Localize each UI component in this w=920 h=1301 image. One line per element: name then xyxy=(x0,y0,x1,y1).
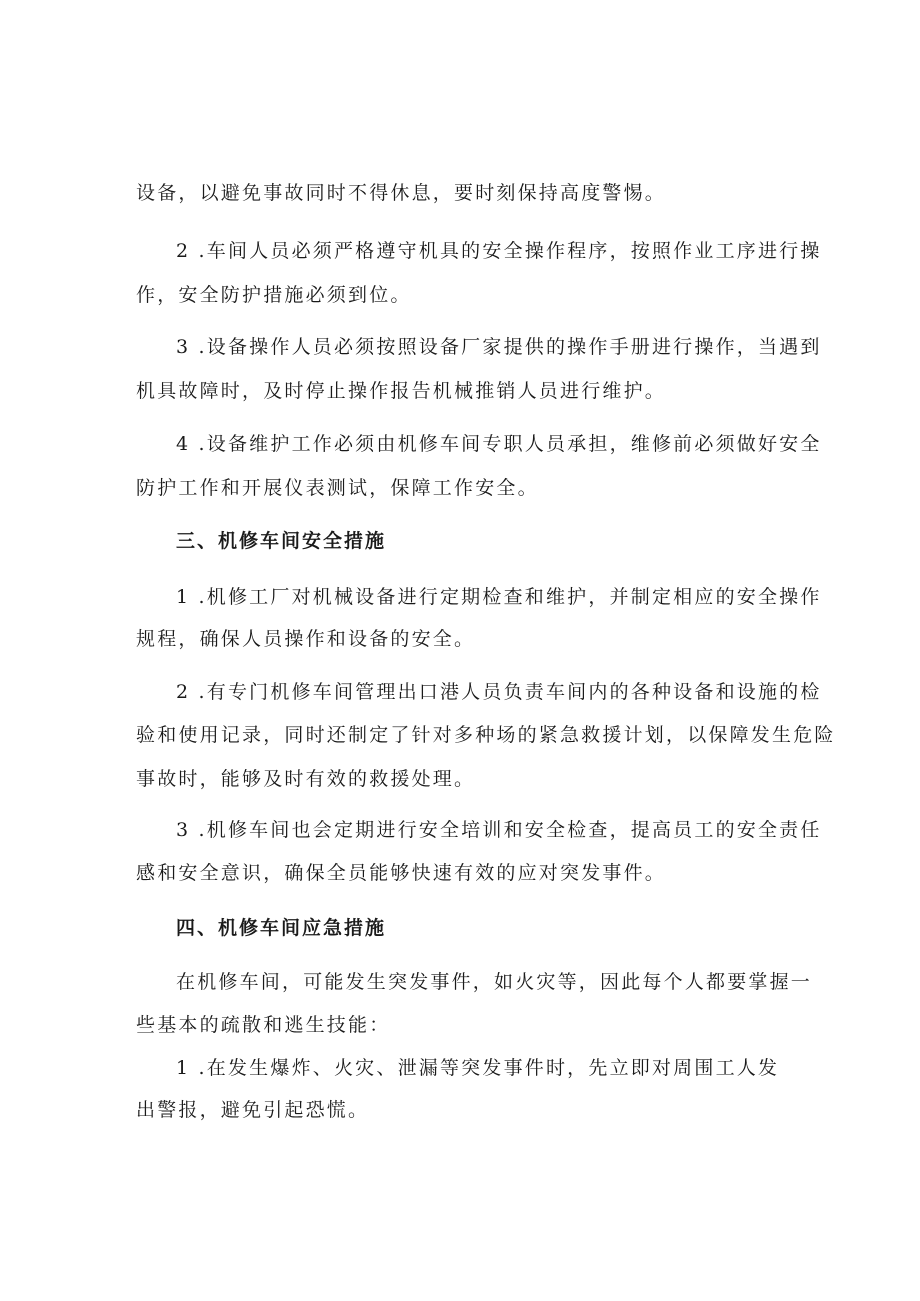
item-2-line-2: 作，安全防护措施必须到位。 xyxy=(136,284,412,306)
item-4-line-2: 防护工作和开展仪表测试，保障工作安全。 xyxy=(136,477,539,499)
section-4-intro-line-2: 些基本的疏散和逃生技能： xyxy=(136,1014,391,1036)
section-3-item-3-line-2: 感和安全意识，确保全员能够快速有效的应对突发事件。 xyxy=(136,862,667,884)
section-4-heading: 四、机修车间应急措施 xyxy=(176,917,387,939)
section-3-item-1-line-2: 规程，确保人员操作和设备的安全。 xyxy=(136,628,476,650)
section-3-item-2-line-2: 验和使用记录，同时还制定了针对多种场的紧急救援计划，以保障发生危险 xyxy=(136,724,836,746)
item-3-line-1: 3 .设备操作人员必须按照设备厂家提供的操作手册进行操作，当遇到 xyxy=(176,336,822,358)
paragraph-continuation-line: 设备，以避免事故同时不得休息，要时刻保持高度警惕。 xyxy=(136,182,667,204)
section-3-item-1-line-1: 1 .机修工厂对机械设备进行定期检查和维护，并制定相应的安全操作 xyxy=(176,586,822,608)
section-4-item-1-line-2: 出警报，避免引起恐慌。 xyxy=(136,1099,370,1121)
section-3-item-2-line-1: 2 .有专门机修车间管理出口港人员负责车间内的各种设备和设施的检 xyxy=(176,681,822,703)
item-4-line-1: 4 .设备维护工作必须由机修车间专职人员承担，维修前必须做好安全 xyxy=(176,433,822,455)
section-3-item-3-line-1: 3 .机修车间也会定期进行安全培训和安全检查，提高员工的安全责任 xyxy=(176,819,822,841)
section-4-intro-line-1: 在机修车间，可能发生突发事件，如火灾等，因此每个人都要掌握一 xyxy=(176,971,813,993)
section-3-heading: 三、机修车间安全措施 xyxy=(176,530,387,552)
item-3-line-2: 机具故障时，及时停止操作报告机械推销人员进行维护。 xyxy=(136,380,667,402)
section-4-item-1-line-1: 1 .在发生爆炸、火灾、泄漏等突发事件时，先立即对周围工人发 xyxy=(176,1057,780,1079)
item-2-line-1: 2 .车间人员必须严格遵守机具的安全操作程序，按照作业工序进行操 xyxy=(176,240,822,262)
section-3-item-2-line-3: 事故时，能够及时有效的救援处理。 xyxy=(136,768,476,790)
